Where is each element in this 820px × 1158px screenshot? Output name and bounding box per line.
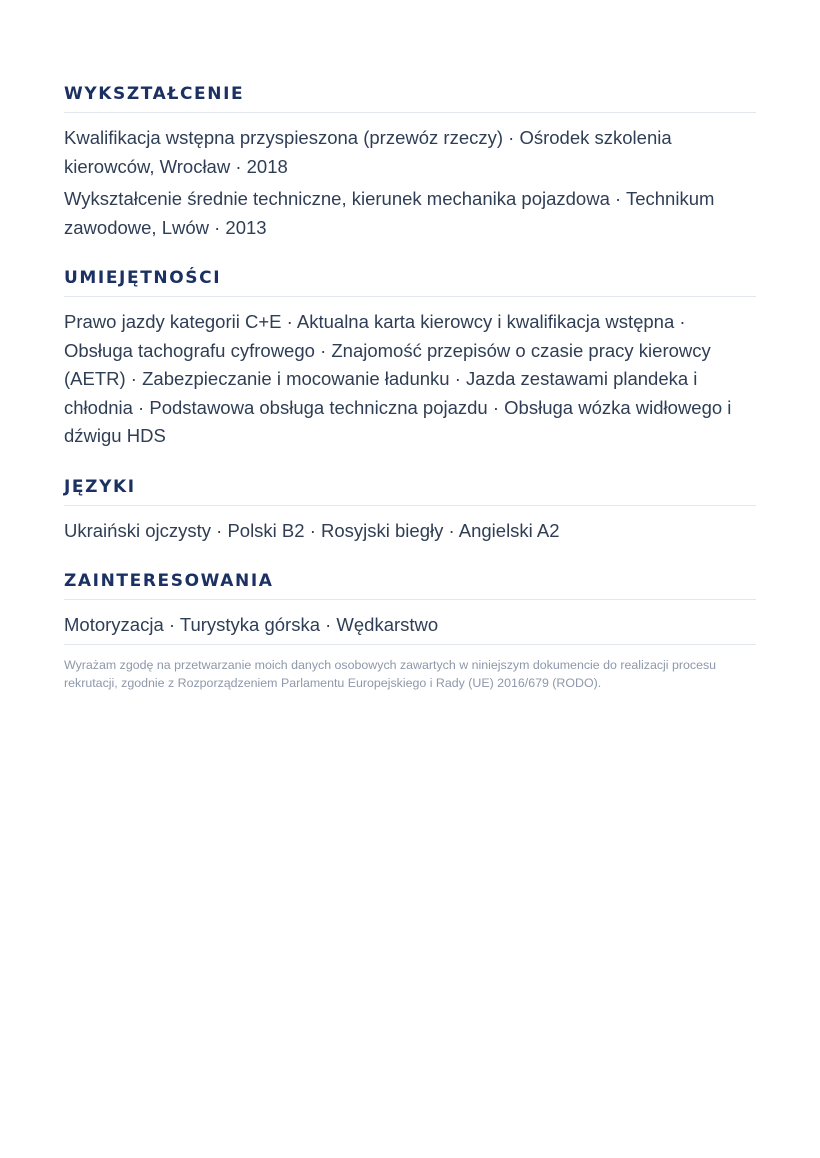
interests-body [64, 611, 756, 640]
education-list [64, 124, 756, 242]
resume-page [64, 84, 756, 704]
skills-body [64, 308, 756, 451]
skills-heading: UMIEJĘTNOŚCI [64, 268, 756, 297]
education-heading: WYKSZTAŁCENIE [64, 84, 756, 113]
languages-text: Ukraiński ojczysty · Polski B2 · Rosyjski biegły · Angielski A2 [64, 519, 560, 541]
skills-section [64, 268, 756, 451]
interests-text: Motoryzacja · Turystyka górska · Wędkarstwo [64, 614, 439, 635]
interests-section [64, 571, 756, 640]
languages-body [64, 517, 756, 546]
languages-heading: JĘZYKI [64, 477, 756, 506]
skills-text: Prawo jazdy kategorii C+E · Aktualna karta kierowcy i kwalifikacja wstępna · Obsługa tachografu cyfrowego · Znajomość przepisów o czasie pracy kierowcy (AETR) · Zabezpieczanie i mocowanie ładunku · Jazda zestawami plandeka i chłodnia · Podstawowa obsługa techniczna pojazdu · Obsługa wózka widłowego i dźwigu HDS [64, 311, 732, 446]
education-section [64, 84, 756, 242]
education-item: Kwalifikacja wstępna przyspieszona (przewóz rzeczy) · Ośrodek szkolenia kierowców, Wrocław · 2018 [64, 127, 672, 177]
interests-heading: ZAINTERESOWANIA [64, 571, 756, 600]
education-item: Wykształcenie średnie techniczne, kierunek mechanika pojazdowa · Technikum zawodowe, Lwów · 2013 [64, 188, 715, 238]
gdpr-consent-clause: Wyrażam zgodę na przetwarzanie moich danych osobowych zawartych w niniejszym dokumencie do realizacji procesu rekrutacji, zgodnie z Rozporządzeniem Parlamentu Europejskiego i Rady (UE) 2016/679 (RODO). [64, 657, 717, 690]
languages-section [64, 477, 756, 546]
footer-divider [64, 644, 756, 645]
